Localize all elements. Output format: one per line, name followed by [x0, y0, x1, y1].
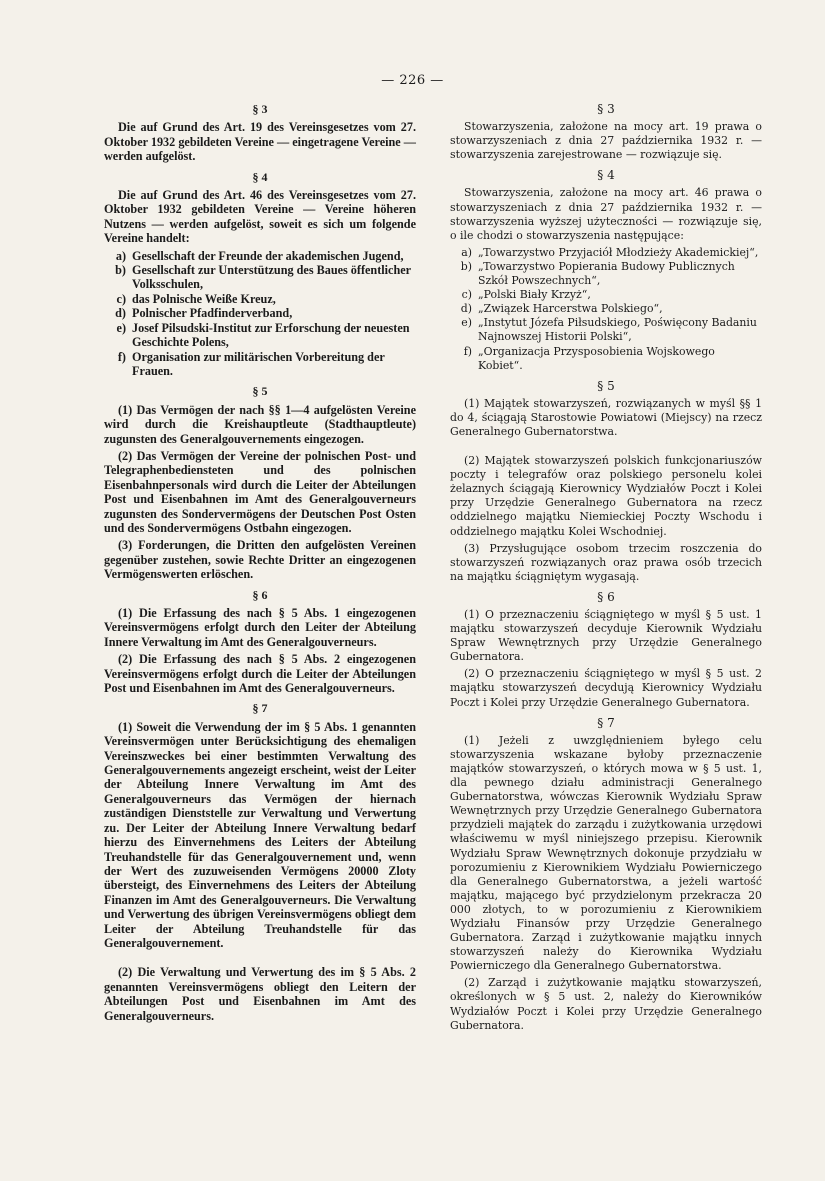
section-heading: § 3 — [597, 102, 615, 116]
list-item — [450, 288, 762, 302]
association-list — [450, 246, 762, 373]
list-item — [450, 345, 762, 373]
german-column — [104, 96, 416, 1026]
section-heading: § 7 — [252, 701, 268, 716]
list-item — [104, 292, 416, 306]
list-marker: e) — [116, 320, 126, 335]
paragraph: Stowarzyszenia, założone na mocy art. 46 prawa o stowarzyszeniach z dnia 27 października 1932 r. — stowarzyszenia wyższej użyteczności — rozwiązuje się, o ile chodzi o stowarzyszenia następujące: — [450, 186, 762, 242]
section-heading: § 4 — [597, 168, 615, 183]
de-section-6 — [104, 588, 416, 696]
paragraph: (2) Das Vermögen der Vereine der polnischen Post- und Telegraphenbediensteten und des polnischen Eisenbahnpersonals wird durch die Leiter der Abteilungen Post und Eisenbahnen im Amt des Generalgouverneurs zugunsten des Sondervermögens der Deutschen Post Osten und des Sondervermögens Ostbahn eingezogen. — [104, 448, 416, 535]
list-marker: f) — [463, 344, 472, 358]
list-marker: d) — [115, 306, 126, 321]
list-item-text: Polnischer Pfadfinderverband, — [132, 306, 293, 321]
section-heading: § 5 — [252, 384, 268, 399]
paragraph: (1) Die Erfassung des nach § 5 Abs. 1 eingezogenen Vereinsvermögens erfolgt durch den Leiter der Abteilung Innere Verwaltung im Amt des Generalgouverneurs. — [104, 606, 416, 649]
paragraph: (2) Die Verwaltung und Verwertung des im § 5 Abs. 2 genannten Vereinsvermögens obliegt den Leitern der Abteilungen Post und Eisenbahnen im Amt des Generalgouverneurs. — [104, 965, 416, 1023]
list-item — [450, 246, 762, 260]
paragraph: Die auf Grund des Art. 19 des Vereinsgesetzes vom 27. Oktober 1932 gebildeten Vereine — eingetragene Vereine — werden aufgelöst. — [104, 120, 416, 164]
paragraph: Stowarzyszenia, założone na mocy art. 19 prawa o stowarzyszeniach z dnia 27 października 1932 r. — stowarzyszenia zarejestrowane — rozwiązuje się. — [450, 120, 762, 162]
list-item-text: „Związek Harcerstwa Polskiego“, — [478, 302, 663, 316]
de-section-7 — [104, 701, 416, 1023]
list-item — [104, 306, 416, 320]
list-item-text: „Organizacja Przysposobienia Wojskowego Kobiet“. — [478, 344, 715, 372]
de-section-3 — [104, 102, 416, 164]
list-item-text: Josef Pilsudski-Institut zur Erforschung der neuesten Geschichte Polens, — [132, 320, 410, 350]
paragraph: (1) Majątek stowarzyszeń, rozwiązanych w myśl §§ 1 do 4, ściągają Starostowie Powiatowi (Miejscy) na rzecz Generalnego Gubernatorstwa. — [450, 396, 762, 438]
paragraph: (1) Das Vermögen der nach §§ 1—4 aufgelösten Vereine wird durch die Kreishauptleute (Stadthauptleute) zugunsten des Generalgouvernements eingezogen. — [104, 402, 416, 446]
list-item — [450, 302, 762, 316]
section-heading: § 7 — [597, 715, 615, 730]
list-marker: d) — [460, 302, 472, 316]
paragraph: (2) O przeznaczeniu ściągniętego w myśl § 5 ust. 2 majątku stowarzyszeń decydują Kierownicy Wydziału Poczt i Kolei przy Urzędzie Generalnego Gubernatora. — [450, 667, 762, 709]
de-section-4 — [104, 170, 416, 379]
page-number: — 226 — — [381, 73, 444, 88]
list-marker: a) — [461, 245, 472, 259]
section-heading: § 5 — [597, 378, 615, 393]
list-item — [450, 260, 762, 288]
list-marker: f) — [117, 349, 126, 364]
paragraph: (2) Majątek stowarzyszeń polskich funkcjonariuszów poczty i telegrafów oraz polskiego personelu kolei żelaznych ściągają Kierownicy Wydziałów Poczt i Kolei przy Urzędzie Generalnego Gubernatora na rzecz oddzielnego majątku Niemieckiej Poczty Wschodu i oddzielnego majątku Kolei Wschodniej. — [450, 454, 762, 538]
list-marker: b) — [460, 259, 472, 273]
list-item — [104, 263, 416, 292]
section-heading: § 6 — [597, 589, 615, 604]
de-section-5 — [104, 384, 416, 581]
association-list — [104, 249, 416, 379]
paragraph: (2) Zarząd i zużytkowanie majątku stowarzyszeń, określonych w § 5 ust. 2, należy do Kierowników Wydziałów Poczt i Kolei przy Urzędzie Generalnego Gubernatora. — [450, 976, 762, 1032]
paragraph: (1) Soweit die Verwendung der im § 5 Abs. 1 genannten Vereinsvermögen unter Berücksichtigung des ehemaligen Vereinszweckes bei einer bestimmten Verwaltung des Generalgouvernements angezeigt erscheint, weist der Leiter der Abteilung Innere Verwaltung im Amt des Generalgouverneurs das Vermögen der hiernach zuständigen Dienststelle zur Verwaltung und Verwertung zu. Der Leiter der Abteilung Innere Verwaltung bedarf hierzu des Einvernehmens des Leiters der Abteilung Treuhandstelle für das Generalgouvernement und, wenn der Wert des zuzuweisenden Vermögens 20000 Zloty übersteigt, des Einvernehmens des Leiters der Abteilung Finanzen im Amt des Generalgouverneurs. Die Verwaltung und Verwertung des übrigen Vereinsvermögens obliegt dem Leiter der Abteilung Treuhandstelle für das Generalgouvernement. — [104, 719, 416, 950]
section-heading: § 3 — [252, 102, 268, 116]
list-marker: c) — [461, 288, 472, 302]
paragraph: Die auf Grund des Art. 46 des Vereinsgesetzes vom 27. Oktober 1932 gebildeten Vereine — Vereine höheren Nutzens — werden aufgelöst, soweit es sich um folgende Vereine handelt: — [104, 188, 416, 246]
list-marker: a) — [115, 248, 126, 263]
pl-section-7 — [450, 716, 762, 1033]
paragraph: (1) O przeznaczeniu ściągniętego w myśl § 5 ust. 1 majątku stowarzyszeń decyduje Kierownik Wydziału Spraw Wewnętrznych przy Urzędzie Generalnego Gubernatora. — [450, 608, 762, 664]
list-item-text: „Polski Biały Krzyż“, — [478, 288, 591, 302]
list-marker: e) — [461, 316, 472, 330]
polish-column — [450, 96, 762, 1036]
pl-section-5 — [450, 379, 762, 584]
pl-section-3 — [450, 102, 762, 162]
pl-section-4 — [450, 168, 762, 372]
paragraph: (1) Jeżeli z uwzględnieniem byłego celu stowarzyszenia wskazane byłoby przeznaczenie majątków stowarzyszeń, o których mowa w § 5 ust. 1, dla pewnego działu administracji Generalnego Gubernatorstwa, wówczas Kierownik Wydziału Spraw Wewnętrznych przy Urzędzie Generalnego Gubernatora przydzieli majątek do zarządu i zużytkowania urzędowi właściwemu w myśl niniejszego przepisu. Kierownik Wydziału Spraw Wewnętrznych dokonuje przydziału w porozumieniu z Kierownikiem Wydziału Powierniczego dla Generalnego Gubernatorstwa, a jeżeli wartość majątku, mającego być przydzielonym przekracza 20 000 złotych, to w porozumieniu z Kierownikiem Wydziału Finansów przy Urzędzie Generalnego Gubernatora. Zarząd i zużytkowanie majątku innych stowarzyszeń należy do Kierownika Wydziału Powierniczego dla Generalnego Gubernatorstwa. — [450, 733, 762, 973]
list-item — [104, 350, 416, 379]
list-item-text: „Towarzystwo Przyjaciół Młodzieży Akademickiej“, — [478, 245, 759, 259]
list-item-text: Organisation zur militärischen Vorbereitung der Frauen. — [132, 349, 385, 378]
list-item-text: „Instytut Józefa Piłsudskiego, Poświęcony Badaniu Najnowszej Historii Polski“, — [478, 316, 757, 344]
paragraph: (3) Przysługujące osobom trzecim roszczenia do stowarzyszeń rozwiązanych oraz prawa osób trzecich na majątku ściągniętym wygasają. — [450, 541, 762, 583]
list-item-text: Gesellschaft der Freunde der akademischen Jugend, — [132, 248, 404, 263]
list-item — [450, 316, 762, 344]
list-item — [104, 321, 416, 350]
section-heading: § 6 — [252, 587, 268, 602]
paragraph: (3) Forderungen, die Dritten den aufgelösten Vereinen gegenüber zustehen, sowie Rechte Dritter an eingezogenen Vermögenswerten erlöschen. — [104, 538, 416, 582]
list-marker: c) — [116, 291, 126, 306]
section-heading: § 4 — [252, 169, 268, 184]
list-item-text: Gesellschaft zur Unterstützung des Baues öffentlicher Volksschulen, — [132, 263, 411, 292]
paragraph: (2) Die Erfassung des nach § 5 Abs. 2 eingezogenen Vereinsvermögens erfolgt durch die Leiter der Abteilungen Post und Eisenbahnen im Amt des Generalgouverneurs. — [104, 652, 416, 696]
list-item — [104, 249, 416, 263]
pl-section-6 — [450, 590, 762, 710]
list-item-text: das Polnische Weiße Kreuz, — [132, 291, 276, 306]
list-item-text: „Towarzystwo Popierania Budowy Publicznych Szkół Powszechnych“, — [478, 259, 735, 288]
list-marker: b) — [115, 263, 126, 278]
